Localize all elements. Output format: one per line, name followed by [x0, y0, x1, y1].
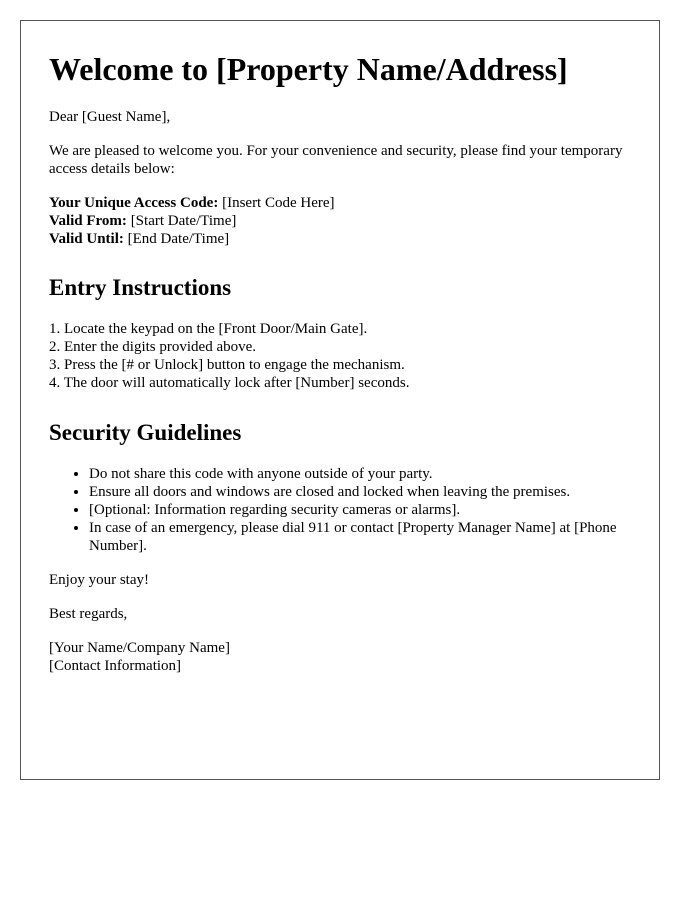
entry-step: 3. Press the [# or Unlock] button to engage the mechanism. — [49, 357, 405, 373]
valid-until-label: Valid Until: — [49, 231, 124, 247]
entry-step: 2. Enter the digits provided above. — [49, 339, 257, 355]
valid-from-label: Valid From: — [49, 213, 127, 229]
signature-name: [Your Name/Company Name] — [49, 640, 230, 656]
access-code-label: Your Unique Access Code: — [49, 195, 219, 211]
regards-line: Best regards, — [49, 606, 128, 622]
valid-until-line — [49, 230, 639, 248]
valid-from-value: [Start Date/Time] — [126, 213, 237, 229]
closing-line: Enjoy your stay! — [49, 572, 149, 588]
letter-content — [49, 51, 639, 675]
guideline-item: • In case of an emergency, please dial 911 or contact [Property Manager Name] at [Phone Number]. — [89, 519, 639, 555]
signature-contact: [Contact Information] — [49, 658, 182, 674]
valid-from-line — [49, 212, 639, 230]
access-code-value: [Insert Code Here] — [218, 195, 335, 211]
page-title: Welcome to [Property Name/Address] — [49, 51, 568, 87]
security-guidelines-heading: Security Guidelines — [49, 420, 242, 445]
entry-instructions-heading: Entry Instructions — [49, 275, 232, 300]
letter-page — [20, 20, 660, 780]
access-code-line — [49, 194, 639, 212]
entry-steps — [49, 320, 639, 392]
guideline-item: • Ensure all doors and windows are closed and locked when leaving the premises. — [89, 483, 639, 501]
intro-paragraph: We are pleased to welcome you. For your convenience and security, please find your temporary access details below: — [49, 143, 623, 177]
guideline-item: • [Optional: Information regarding security cameras or alarms]. — [89, 501, 639, 519]
signature-block — [49, 639, 639, 675]
entry-step: 1. Locate the keypad on the [Front Door/Main Gate]. — [49, 321, 368, 337]
valid-until-value: [End Date/Time] — [123, 231, 230, 247]
salutation: Dear [Guest Name], — [49, 109, 171, 125]
access-details — [49, 194, 639, 248]
entry-step: 4. The door will automatically lock after [Number] seconds. — [49, 375, 410, 391]
security-guidelines-list — [49, 465, 639, 555]
guideline-item: • Do not share this code with anyone outside of your party. — [89, 465, 639, 483]
